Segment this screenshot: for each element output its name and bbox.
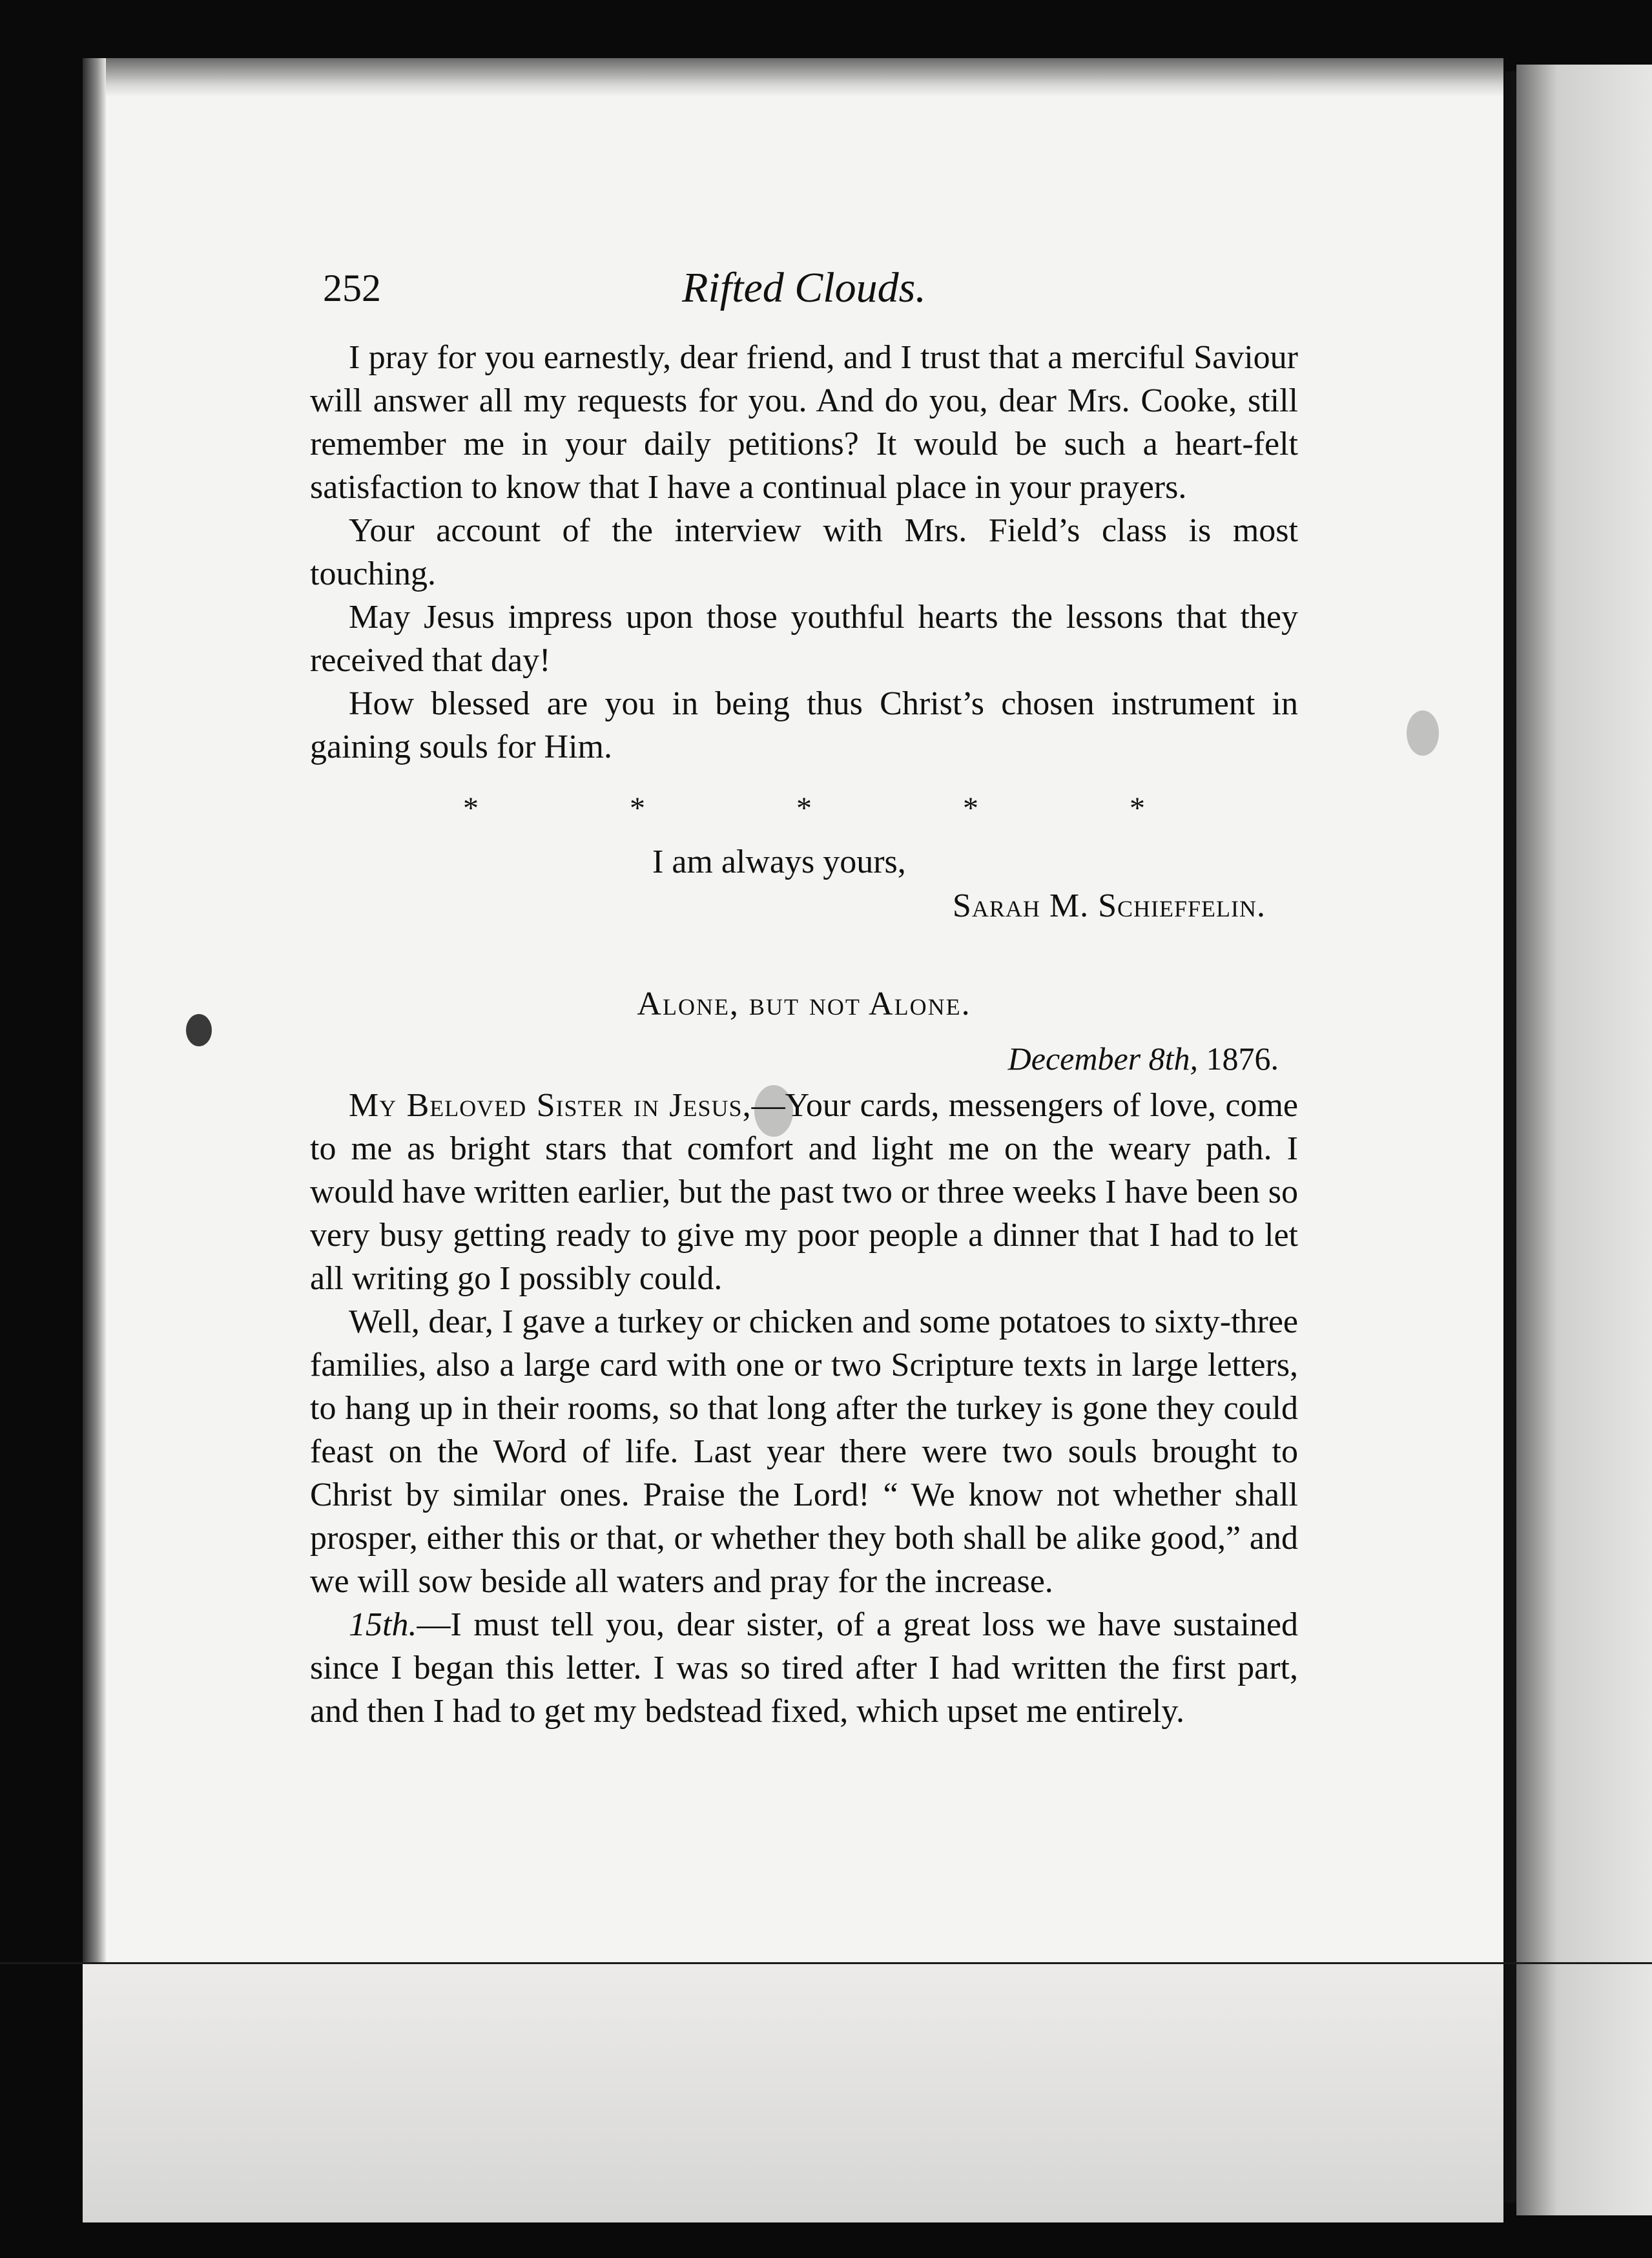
paragraph: May Jesus impress upon those youthful hearts the lessons that they received that day! — [310, 599, 1298, 679]
page-number: 252 — [323, 267, 381, 309]
paragraph-text: —I must tell you, dear sister, of a great loss we have sustained since I began this letter. I was so tired after I had written the first part, and then I had to get my bedstead fixed, which upset me entirely. — [310, 1606, 1298, 1730]
page-edge-left — [83, 58, 106, 2215]
letter-title — [310, 985, 1298, 1023]
paragraph — [310, 1603, 1298, 1733]
letter-two — [310, 985, 1298, 1733]
adjacent-page-edge — [1516, 65, 1652, 2215]
letter-dateline — [310, 1040, 1298, 1077]
running-title: Rifted Clouds. — [682, 264, 926, 311]
book-spine — [1505, 71, 1516, 2202]
paragraph: Your account of the interview with Mrs. Field’s class is most touching. — [310, 512, 1298, 592]
letter-signature — [310, 884, 1298, 929]
page-text — [310, 258, 1298, 1733]
ink-smudge — [1407, 710, 1439, 756]
letter-closing: I am always yours, — [652, 844, 906, 880]
section-break-stars — [310, 791, 1298, 826]
scan-rule-line — [0, 1962, 1652, 1964]
star-ornament: * — [463, 791, 479, 825]
letter-one — [310, 336, 1298, 929]
paragraph-text: —Your cards, messengers of love, come to me as bright stars that comfort and light me on the weary path. I would have written earlier, but the past two or three weeks I have been so very busy getting ready to give my poor people a dinner that I had to let all writing go I possibly could. — [310, 1087, 1299, 1297]
star-ornament: * — [1130, 791, 1145, 825]
paragraph: Well, dear, I gave a turkey or chicken and some potatoes to sixty-three families, also a large card with one or two Scripture texts in large letters, to hang up in their rooms, so that long after the turkey is gone they could feast on the Word of life. Last year there were two souls brought to Christ by similar ones. Praise the Lord! “ We know not whether shall prosper, either this or that, or whether they both shall be alike good,” and we will sow beside all waters and pray for the increase. — [310, 1303, 1298, 1600]
page-header — [310, 258, 1298, 336]
dated-entry-label: 15th. — [349, 1606, 417, 1643]
ink-smudge — [186, 1014, 212, 1046]
star-ornament: * — [963, 791, 978, 825]
date-text: December 8th, — [1007, 1041, 1198, 1077]
paragraph: How blessed are you in being thus Christ’s chosen instrument in gaining souls for Him. — [310, 685, 1298, 765]
letter-salutation: My Beloved Sister in Jesus, — [349, 1087, 752, 1124]
signature-text: Sarah M. Schieffelin. — [952, 887, 1266, 924]
star-ornament: * — [630, 791, 645, 825]
page-edge-top — [83, 58, 1503, 97]
star-ornament: * — [796, 791, 812, 825]
scan-bottom-margin — [83, 1964, 1503, 2222]
paragraph: I pray for you earnestly, dear friend, and I trust that a merciful Saviour will answer all my requests for you. And do you, dear Mrs. Cooke, still remember me in your daily petitions? It would be such a heart-felt satisfaction to know that I have a continual place in your prayers. — [310, 339, 1298, 506]
paragraph — [310, 1084, 1298, 1300]
date-year: 1876. — [1206, 1041, 1279, 1077]
letter-title-text: Alone, but not Alone. — [637, 986, 971, 1022]
